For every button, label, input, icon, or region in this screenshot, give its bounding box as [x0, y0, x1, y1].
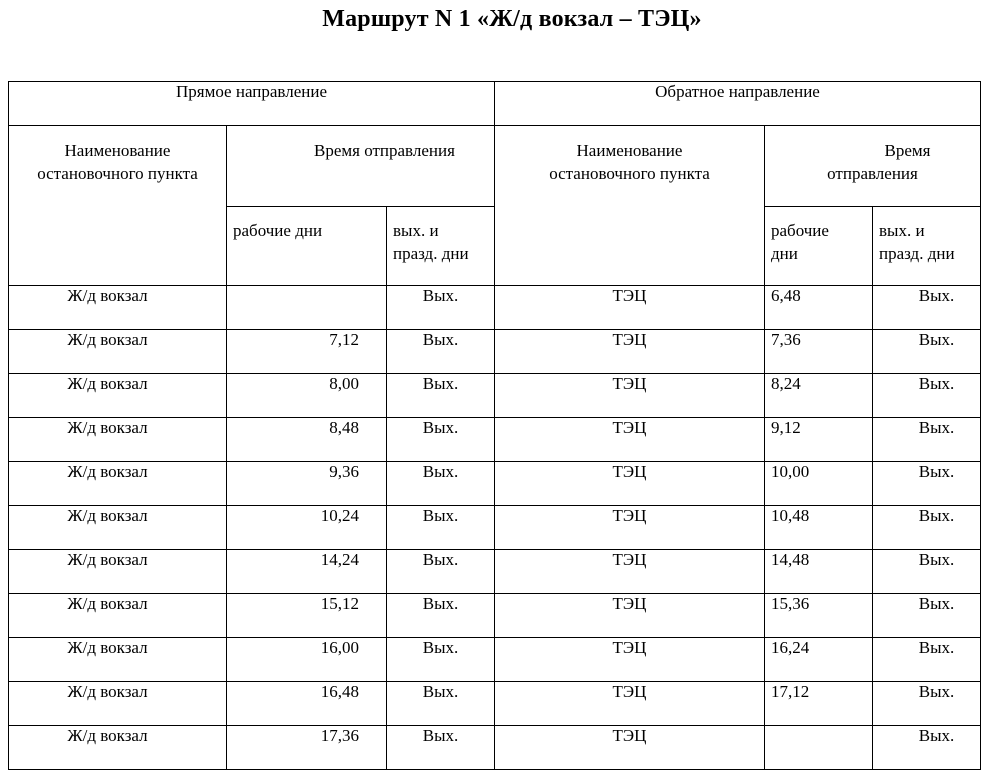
forward-stop-cell: Ж/д вокзал	[9, 594, 227, 638]
backward-holiday-cell: Вых.	[873, 638, 981, 682]
backward-workday-cell: 10,00	[765, 462, 873, 506]
backward-holiday-cell: Вых.	[873, 462, 981, 506]
forward-holiday-cell: Вых.	[387, 374, 495, 418]
header-forward-departure-time: Время отправления	[227, 126, 495, 207]
header-row-directions	[9, 82, 981, 126]
forward-stop-cell: Ж/д вокзал	[9, 726, 227, 770]
header-backward-holidays-line1: вых. и	[879, 221, 925, 240]
forward-workday-cell: 14,24	[227, 550, 387, 594]
backward-stop-cell: ТЭЦ	[495, 286, 765, 330]
header-forward-stop-name-line1: Наименование	[64, 141, 171, 160]
table-row	[9, 418, 981, 462]
backward-stop-cell: ТЭЦ	[495, 418, 765, 462]
backward-holiday-cell: Вых.	[873, 330, 981, 374]
header-forward-holidays-line1: вых. и	[393, 221, 439, 240]
forward-stop-cell: Ж/д вокзал	[9, 330, 227, 374]
backward-workday-cell: 8,24	[765, 374, 873, 418]
table-row	[9, 462, 981, 506]
backward-workday-cell: 9,12	[765, 418, 873, 462]
backward-workday-cell: 16,24	[765, 638, 873, 682]
forward-stop-cell: Ж/д вокзал	[9, 286, 227, 330]
forward-holiday-cell: Вых.	[387, 506, 495, 550]
forward-workday-cell: 17,36	[227, 726, 387, 770]
backward-stop-cell: ТЭЦ	[495, 462, 765, 506]
forward-stop-cell: Ж/д вокзал	[9, 374, 227, 418]
backward-holiday-cell: Вых.	[873, 506, 981, 550]
table-row	[9, 682, 981, 726]
forward-stop-cell: Ж/д вокзал	[9, 418, 227, 462]
forward-workday-cell: 7,12	[227, 330, 387, 374]
backward-stop-cell: ТЭЦ	[495, 550, 765, 594]
forward-holiday-cell: Вых.	[387, 462, 495, 506]
table-row	[9, 330, 981, 374]
forward-workday-cell: 8,00	[227, 374, 387, 418]
backward-stop-cell: ТЭЦ	[495, 638, 765, 682]
backward-workday-cell: 14,48	[765, 550, 873, 594]
header-forward-stop-name	[9, 126, 227, 286]
backward-holiday-cell: Вых.	[873, 550, 981, 594]
table-row	[9, 638, 981, 682]
forward-holiday-cell: Вых.	[387, 550, 495, 594]
header-row-captions	[9, 126, 981, 207]
page-title: Маршрут N 1 «Ж/д вокзал – ТЭЦ»	[322, 6, 702, 32]
table-row	[9, 506, 981, 550]
backward-workday-cell: 15,36	[765, 594, 873, 638]
forward-holiday-cell: Вых.	[387, 638, 495, 682]
forward-workday-cell: 8,48	[227, 418, 387, 462]
backward-workday-cell	[765, 726, 873, 770]
forward-holiday-cell: Вых.	[387, 682, 495, 726]
header-backward-departure-time-line2: отправления	[827, 164, 918, 183]
backward-holiday-cell: Вых.	[873, 682, 981, 726]
backward-holiday-cell: Вых.	[873, 418, 981, 462]
backward-stop-cell: ТЭЦ	[495, 682, 765, 726]
table-row	[9, 550, 981, 594]
table-row	[9, 286, 981, 330]
forward-workday-cell: 9,36	[227, 462, 387, 506]
table-row	[9, 374, 981, 418]
header-backward-stop-name	[495, 126, 765, 286]
header-backward-stop-name-line2: остановочного пункта	[549, 164, 710, 183]
forward-stop-cell: Ж/д вокзал	[9, 682, 227, 726]
header-backward-workdays-line1: рабочие	[771, 221, 829, 240]
forward-holiday-cell: Вых.	[387, 594, 495, 638]
backward-stop-cell: ТЭЦ	[495, 330, 765, 374]
backward-stop-cell: ТЭЦ	[495, 594, 765, 638]
forward-workday-cell: 16,48	[227, 682, 387, 726]
schedule-table	[8, 81, 981, 770]
forward-stop-cell: Ж/д вокзал	[9, 638, 227, 682]
header-backward-holidays	[873, 207, 981, 286]
forward-stop-cell: Ж/д вокзал	[9, 550, 227, 594]
header-forward-holidays-line2: празд. дни	[393, 244, 469, 263]
backward-holiday-cell: Вых.	[873, 594, 981, 638]
forward-workday-cell: 10,24	[227, 506, 387, 550]
backward-holiday-cell: Вых.	[873, 286, 981, 330]
forward-workday-cell	[227, 286, 387, 330]
backward-workday-cell: 10,48	[765, 506, 873, 550]
backward-holiday-cell: Вых.	[873, 726, 981, 770]
backward-workday-cell: 6,48	[765, 286, 873, 330]
backward-stop-cell: ТЭЦ	[495, 506, 765, 550]
header-backward-holidays-line2: празд. дни	[879, 244, 955, 263]
header-backward-departure-time	[765, 126, 981, 207]
backward-stop-cell: ТЭЦ	[495, 374, 765, 418]
header-backward-departure-time-line1: Время	[884, 141, 931, 160]
table-row	[9, 726, 981, 770]
forward-workday-cell: 16,00	[227, 638, 387, 682]
forward-stop-cell: Ж/д вокзал	[9, 506, 227, 550]
forward-workday-cell: 15,12	[227, 594, 387, 638]
header-forward-workdays: рабочие дни	[227, 207, 387, 286]
forward-holiday-cell: Вых.	[387, 418, 495, 462]
backward-holiday-cell: Вых.	[873, 374, 981, 418]
forward-holiday-cell: Вых.	[387, 330, 495, 374]
forward-holiday-cell: Вых.	[387, 726, 495, 770]
forward-stop-cell: Ж/д вокзал	[9, 462, 227, 506]
backward-workday-cell: 7,36	[765, 330, 873, 374]
header-forward-stop-name-line2: остановочного пункта	[37, 164, 198, 183]
header-backward-workdays-line2: дни	[771, 244, 798, 263]
backward-stop-cell: ТЭЦ	[495, 726, 765, 770]
header-backward-stop-name-line1: Наименование	[576, 141, 683, 160]
header-backward-workdays	[765, 207, 873, 286]
header-forward-direction: Прямое направление	[9, 82, 495, 126]
header-backward-direction: Обратное направление	[495, 82, 981, 126]
header-forward-holidays	[387, 207, 495, 286]
backward-workday-cell: 17,12	[765, 682, 873, 726]
table-row	[9, 594, 981, 638]
forward-holiday-cell: Вых.	[387, 286, 495, 330]
